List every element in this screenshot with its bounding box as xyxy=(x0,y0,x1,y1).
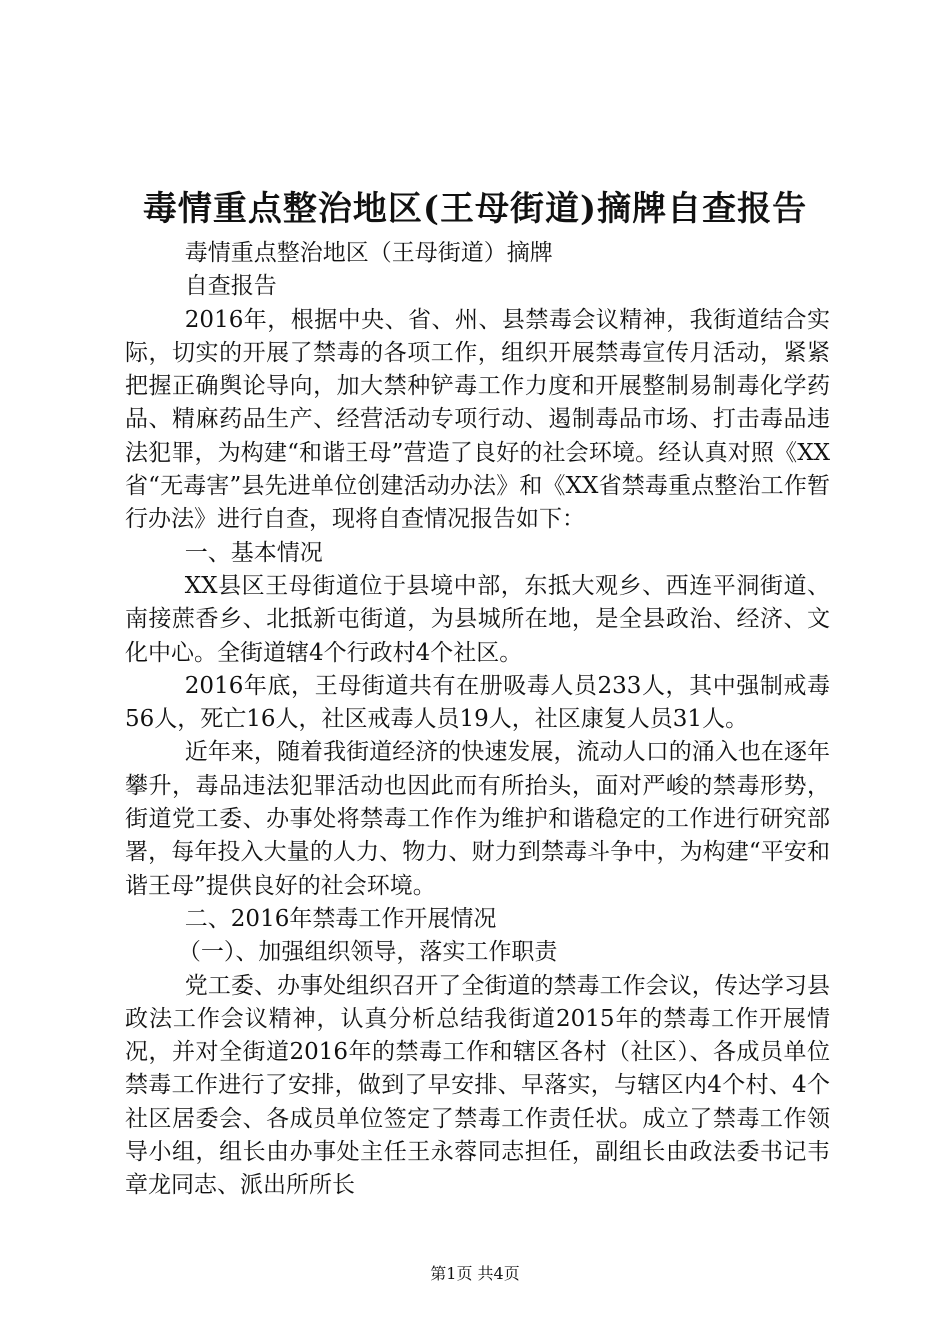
subsection-heading-1: （一）、加强组织领导，落实工作职责 xyxy=(177,939,558,966)
document-title: 毒情重点整治地区(王母街道)摘牌自查报告 xyxy=(142,189,808,229)
document-body xyxy=(125,237,830,1203)
paragraph-subtitle-line2: 自查报告 xyxy=(184,273,277,300)
paragraph-organization: 党工委、办事处组织召开了全街道的禁毒工作会议，传达学习县政法工作会议精神，认真分析总结我街道2015年的禁毒工作开展情况，并对全街道2016年的禁毒工作和辖区各村（社区）、各成员单位禁毒工作进行了安排，做到了早安排、早落实，与辖区内4个村、4个社区居委会、各成员单位签定了禁毒工作责任状。成立了禁毒工作领导小组，组长由办事处主任王永蓉同志担任，副组长由政法委书记韦章龙同志、派出所所长 xyxy=(125,972,830,1199)
paragraph-recent-years: 近年来，随着我街道经济的快速发展，流动人口的涌入也在逐年攀升，毒品违法犯罪活动也因此而有所抬头，面对严峻的禁毒形势，街道党工委、办事处将禁毒工作作为维护和谐稳定的工作进行研究部署，每年投入大量的人力、物力、财力到禁毒斗争中，为构建“平安和谐王母”提供良好的社会环境。 xyxy=(125,739,830,899)
page-footer: 第1页 共4页 xyxy=(430,1264,520,1283)
section-heading-1: 一、基本情况 xyxy=(184,539,323,566)
paragraph-location: XX县区王母街道位于县境中部，东抵大观乡、西连平洞街道、南接蔗香乡、北抵新屯街道，为县城所在地，是全县政治、经济、文化中心。全街道辖4个行政村4个社区。 xyxy=(125,572,830,666)
paragraph-intro: 2016年，根据中央、省、州、县禁毒会议精神，我街道结合实际，切实的开展了禁毒的各项工作，组织开展禁毒宣传月活动，紧紧把握正确舆论导向，加大禁种铲毒工作力度和开展整制易制毒化学药品、精麻药品生产、经营活动专项行动、遏制毒品市场、打击毒品违法犯罪，为构建“和谐王母”营造了良好的社会环境。经认真对照《XX省“无毒害”县先进单位创建活动办法》和《XX省禁毒重点整治工作暂行办法》进行自查，现将自查情况报告如下： xyxy=(125,306,830,533)
paragraph-subtitle-line1: 毒情重点整治地区（王母街道）摘牌 xyxy=(184,240,553,266)
section-heading-2: 二、2016年禁毒工作开展情况 xyxy=(184,905,497,932)
paragraph-statistics: 2016年底，王母街道共有在册吸毒人员233人，其中强制戒毒56人，死亡16人，社区戒毒人员19人，社区康复人员31人。 xyxy=(125,672,830,733)
